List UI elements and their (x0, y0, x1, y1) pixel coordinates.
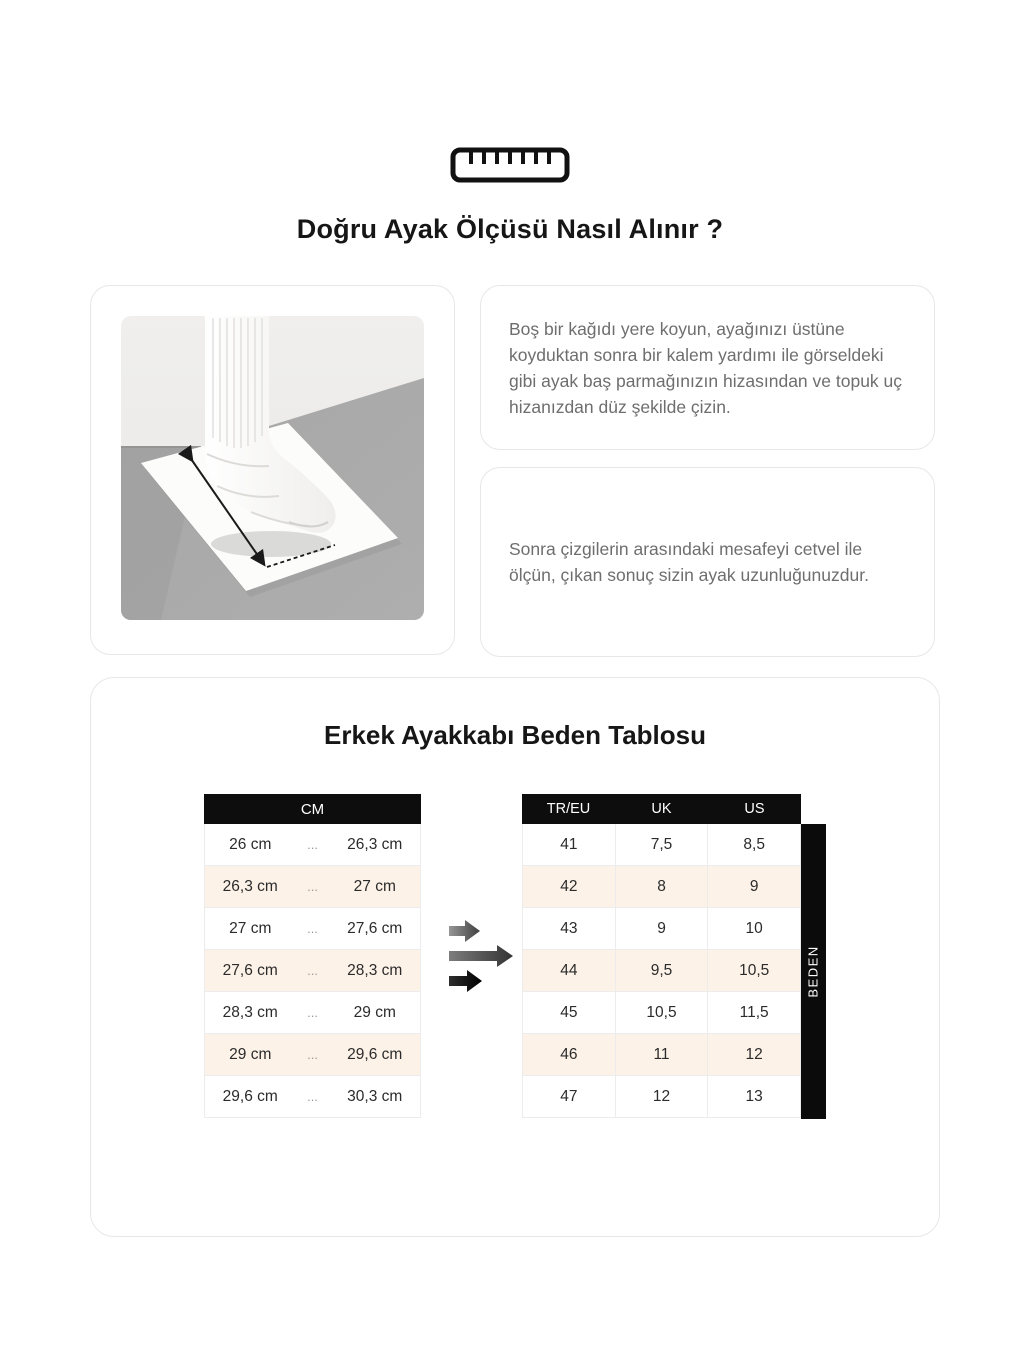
cm-table (204, 794, 421, 1118)
cm-range-row (204, 950, 421, 992)
cm-range-row (204, 866, 421, 908)
size-value: 41 (523, 824, 616, 865)
size-value: 45 (523, 992, 616, 1033)
range-separator: ... (307, 1005, 318, 1020)
instruction-card-2 (480, 467, 935, 657)
cm-table-rows (204, 824, 421, 1118)
cm-value: 29 cm (229, 1045, 272, 1063)
cm-value: 27,6 cm (347, 919, 403, 937)
size-value: 10,5 (616, 992, 709, 1033)
size-value: 7,5 (616, 824, 709, 865)
size-row (522, 1034, 801, 1076)
cm-value: 28,3 cm (347, 961, 403, 979)
instruction-text-column (480, 285, 935, 657)
cm-range-row (204, 824, 421, 866)
size-table-title: Erkek Ayakkabı Beden Tablosu (324, 720, 706, 750)
instruction-step-1: Boş bir kağıdı yere koyun, ayağınızı üstüne koyduktan sonra bir kalem yardımı ile görseldeki gibi ayak baş parmağınızın hizasından ve topuk uç hizanızdan düz şekilde çizin. (509, 318, 903, 417)
cm-value: 28,3 cm (222, 1003, 278, 1021)
cm-value: 29,6 cm (347, 1045, 403, 1063)
size-value: 9 (616, 908, 709, 949)
size-value: 12 (745, 1045, 763, 1063)
international-size-table (522, 794, 801, 1118)
cm-range-row (204, 1034, 421, 1076)
size-row (522, 950, 801, 992)
page-header (0, 0, 1020, 245)
size-value: 43 (523, 908, 616, 949)
cm-value: 29,6 cm (222, 1087, 278, 1105)
size-value: 9,5 (616, 950, 709, 991)
ruler-icon (0, 146, 1020, 184)
size-column-header: UK (651, 801, 672, 817)
size-value: 44 (523, 950, 616, 991)
size-value: 12 (616, 1076, 709, 1117)
size-row (522, 992, 801, 1034)
size-row (522, 1076, 801, 1118)
cm-value: 26 cm (229, 835, 272, 853)
instruction-step-2: Sonra çizgilerin arasındaki mesafeyi cetvel ile ölçün, çıkan sonuç sizin ayak uzunluğunuzdur. (509, 539, 869, 585)
instruction-section (90, 285, 935, 657)
cm-range-row (204, 908, 421, 950)
size-value: 8 (616, 866, 709, 907)
cm-value: 30,3 cm (347, 1087, 403, 1105)
size-table-rows (522, 824, 801, 1118)
cm-range-row (204, 1076, 421, 1118)
size-table-card (90, 677, 940, 1237)
range-separator: ... (307, 1047, 318, 1062)
beden-strip (801, 824, 826, 1119)
size-value: 10 (745, 919, 763, 937)
cm-value: 27 cm (229, 919, 272, 937)
range-separator: ... (307, 879, 318, 894)
size-value: 46 (523, 1034, 616, 1075)
foot-measure-photo (121, 316, 424, 620)
range-separator: ... (307, 1089, 318, 1104)
size-row (522, 866, 801, 908)
cm-value: 27,6 cm (222, 961, 278, 979)
size-value: 47 (523, 1076, 616, 1117)
size-column-header: US (744, 801, 765, 817)
foot-measure-image-card (90, 285, 455, 655)
size-row (522, 824, 801, 866)
cm-table-header: CM (204, 794, 421, 824)
page-title: Doğru Ayak Ölçüsü Nasıl Alınır ? (296, 214, 724, 244)
size-row (522, 908, 801, 950)
size-value: 10,5 (739, 961, 770, 979)
size-value: 11,5 (739, 1003, 769, 1021)
conversion-arrows-icon (449, 916, 519, 1009)
size-value: 9 (749, 877, 759, 895)
instruction-card-1 (480, 285, 935, 450)
size-column-header: TR/EU (546, 801, 591, 817)
cm-value: 26,3 cm (222, 877, 278, 895)
size-value: 42 (523, 866, 616, 907)
size-value: 11 (616, 1034, 709, 1075)
range-separator: ... (307, 963, 318, 978)
cm-range-row (204, 992, 421, 1034)
cm-value: 27 cm (353, 877, 396, 895)
range-separator: ... (307, 837, 318, 852)
cm-value: 26,3 cm (347, 835, 403, 853)
size-table-header-row (522, 794, 801, 824)
beden-label: BEDEN (806, 945, 822, 998)
size-value: 13 (745, 1087, 763, 1105)
cm-value: 29 cm (353, 1003, 396, 1021)
range-separator: ... (307, 921, 318, 936)
size-value: 8,5 (743, 835, 765, 853)
